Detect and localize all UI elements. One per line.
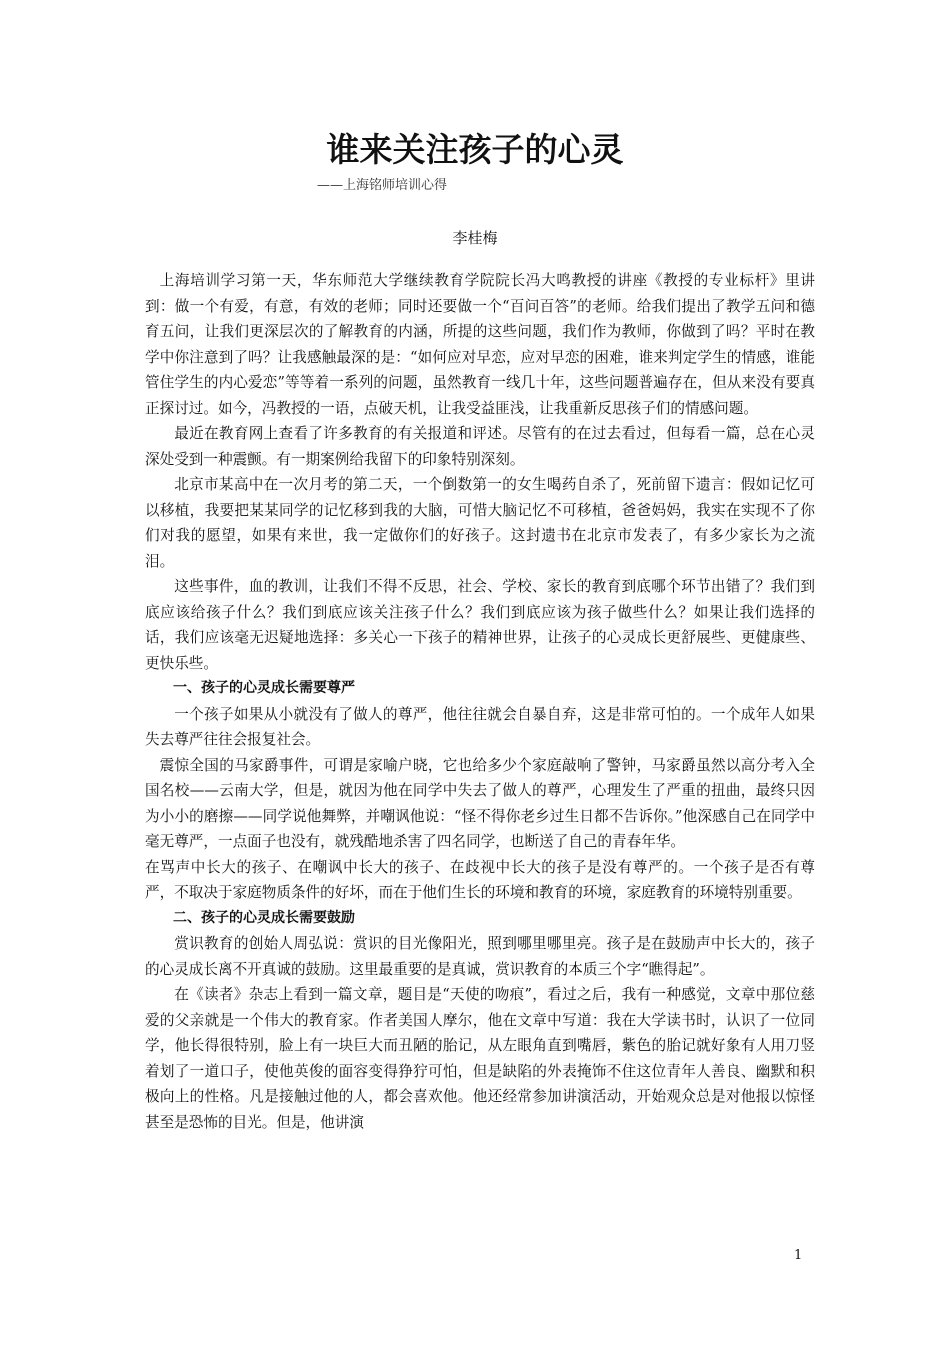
document-body: [145, 268, 815, 1135]
section-heading: 二、孩子的心灵成长需要鼓励: [173, 909, 355, 926]
body-paragraph: 这些事件，血的教训，让我们不得不反思，社会、学校、家长的教育到底哪个环节出错了？我们到底应该给孩子什么？我们到底应该关注孩子什么？我们到底应该为孩子做些什么？如果让我们选择的话，我们应该毫无迟疑地选择：多关心一下孩子的精神世界，让孩子的心灵成长更舒展些、更健康些、更快乐些。: [145, 578, 815, 672]
body-paragraph: 在骂声中长大的孩子、在嘲讽中长大的孩子、在歧视中长大的孩子是没有尊严的。一个孩子是否有尊严，不取决于家庭物质条件的好坏，而在于他们生长的环境和教育的环境，家庭教育的环境特别重要。: [145, 858, 815, 901]
page-number: 1: [794, 1248, 803, 1263]
body-paragraph: 赏识教育的创始人周弘说：赏识的目光像阳光，照到哪里哪里亮。孩子是在鼓励声中长大的，孩子的心灵成长离不开真诚的鼓励。这里最重要的是真诚，赏识教育的本质三个字“瞧得起”。: [145, 935, 815, 978]
body-paragraph: 震惊全国的马家爵事件，可谓是家喻户晓，它也给多少个家庭敲响了警钟，马家爵虽然以高分考入全国名校——云南大学，但是，就因为他在同学中失去了做人的尊严，心理发生了严重的扭曲，最终只因为小小的磨擦——同学说他舞弊，并嘲讽他说：“怪不得你老乡过生日都不告诉你。”他深感自己在同学中毫无尊严，一点面子也没有，就残酷地杀害了四名同学，也断送了自己的青春年华。: [145, 756, 815, 850]
body-paragraph: 一个孩子如果从小就没有了做人的尊严，他往往就会自暴自弃，这是非常可怕的。一个成年人如果失去尊严往往会报复社会。: [145, 705, 815, 748]
body-paragraph: 在《读者》杂志上看到一篇文章，题目是“天使的吻痕”，看过之后，我有一种感觉，文章中那位慈爱的父亲就是一个伟大的教育家。作者美国人摩尔，他在文章中写道：我在大学读书时，认识了一位同学，他长得很特别，脸上有一块巨大而丑陋的胎记，从左眼角直到嘴唇，紫色的胎记就好象有人用刀竖着划了一道口子，使他英俊的面容变得狰狞可怕，但是缺陷的外表掩饰不住这位青年人善良、幽默和积极向上的性格。凡是接触过他的人，都会喜欢他。他还经常参加讲演活动，开始观众总是对他报以惊怪甚至是恐怖的目光。但是，他讲演: [145, 986, 815, 1131]
document-title: 谁来关注孩子的心灵: [326, 130, 624, 169]
body-paragraph: 最近在教育网上查看了许多教育的有关报道和评述。尽管有的在过去看过，但每看一篇，总在心灵深处受到一种震颤。有一期案例给我留下的印象特别深刻。: [145, 425, 815, 468]
section-heading: 一、孩子的心灵成长需要尊严: [173, 680, 355, 696]
body-paragraph: 北京市某高中在一次月考的第二天，一个倒数第一的女生喝药自杀了，死前留下遗言：假如记忆可以移植，我要把某某同学的记忆移到我的大脑，可惜大脑记忆不可移植，爸爸妈妈，我实在实现不了你们对我的愿望，如果有来世，我一定做你们的好孩子。这封遗书在北京市发表了，有多少家长为之流泪。: [145, 476, 815, 570]
body-paragraph: 上海培训学习第一天，华东师范大学继续教育学院院长冯大鸣教授的讲座《教授的专业标杆》里讲到：做一个有爱，有意，有效的老师；同时还要做一个“百问百答”的老师。给我们提出了教学五问和德育五问，让我们更深层次的了解教育的内涵，所提的这些问题，我们作为教师，你做到了吗？平时在教学中你注意到了吗？让我感触最深的是：“如何应对早恋，应对早恋的困难，谁来判定学生的情感，谁能管住学生的内心爱恋”等等着一系列的问题，虽然教育一线几十年，这些问题普遍存在，但从来没有要真正探讨过。如今，冯教授的一语，点破天机，让我受益匪浅，让我重新反思孩子们的情感问题。: [145, 272, 815, 417]
document-subtitle: ——上海铭师培训心得: [317, 178, 448, 193]
document-author: 李桂梅: [452, 229, 498, 247]
